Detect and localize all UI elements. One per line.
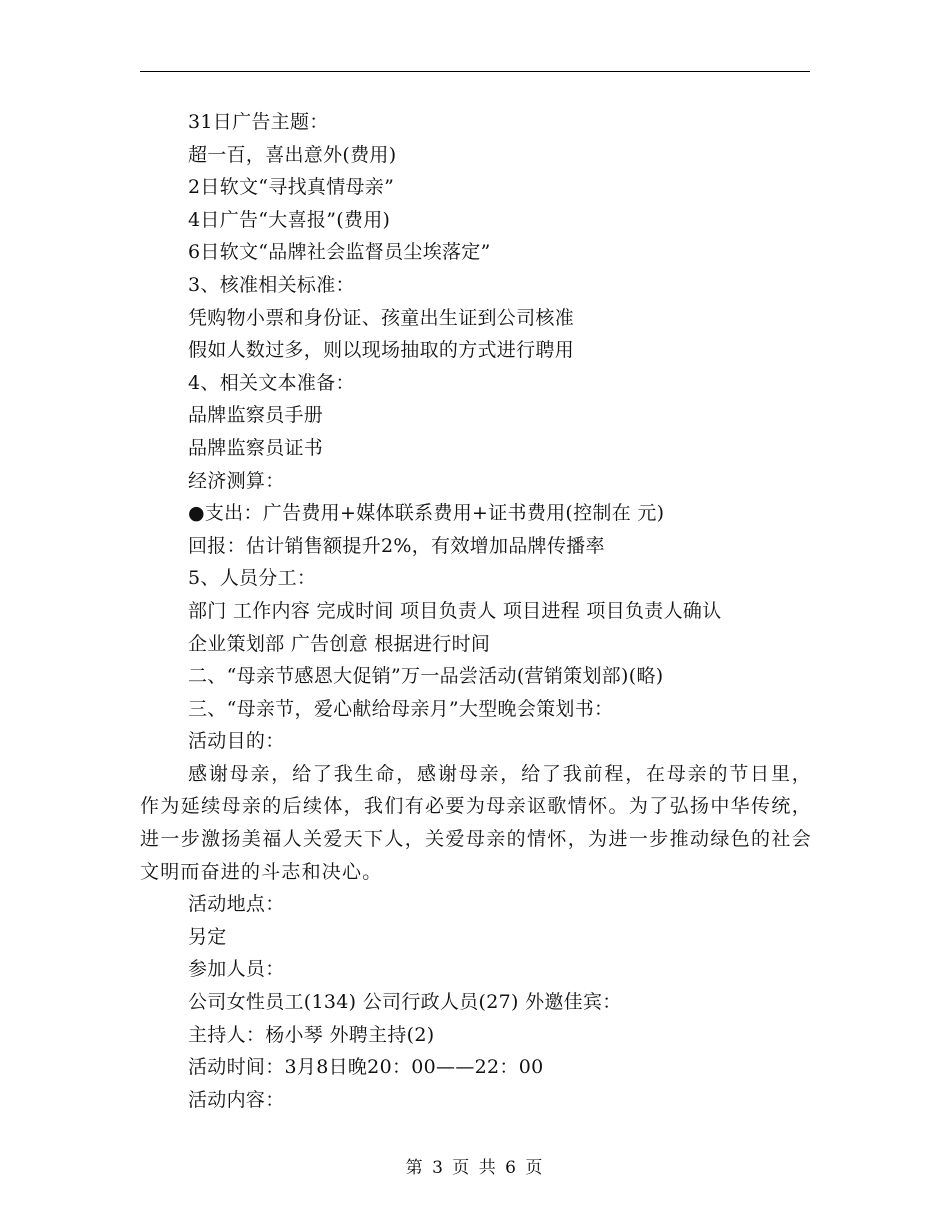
text-line: 活动目的： [188,730,285,753]
text-line: 2日软文“寻找真情母亲” [188,176,395,199]
text-line: 另定 [188,925,227,948]
bullet-line: ●支出：广告费用+媒体联系费用+证书费用(控制在 元) [188,502,665,525]
text-line: 活动地点： [188,893,285,916]
section-heading: 5、人员分工： [188,567,317,590]
text-line: 品牌监察员证书 [188,436,324,459]
purpose-paragraph: 感谢母亲，给了我生命，感谢母亲，给了我前程，在母亲的节日里，作为延续母亲的后续体，我们有必要为母亲讴歌情怀。为了弘扬中华传统，进一步激扬美福人关爱天下人，关爱母亲的情怀，为进一步推动绿色的社会文明而奋进的斗志和决心。 [140,762,812,883]
text-line: 6日软文“品牌社会监督员尘埃落定” [188,241,491,264]
document-body [140,106,812,1116]
section-heading: 三、“母亲节，爱心献给母亲月”大型晚会策划书： [188,697,614,720]
text-line: 公司女性员工(134) 公司行政人员(27) 外邀佳宾： [188,991,622,1014]
table-header-line: 部门 工作内容 完成时间 项目负责人 项目进程 项目负责人确认 [188,599,722,622]
section-heading: 3、核准相关标准： [188,273,355,296]
text-line: 超一百，喜出意外(费用) [188,143,397,166]
text-line: 活动内容： [188,1088,285,1111]
page-footer: 第 3 页 共 6 页 [405,1158,545,1178]
section-heading: 4、相关文本准备： [188,371,355,394]
text-line: 4日广告“大喜报”(费用) [188,208,391,231]
section-heading: 二、“母亲节感恩大促销”万一品尝活动(营销策划部)(略) [188,665,664,688]
header-rule [140,71,810,72]
text-line: 品牌监察员手册 [188,404,324,427]
table-row-line: 企业策划部 广告创意 根据进行时间 [188,632,491,655]
text-line: 参加人员： [188,958,285,981]
text-line: 经济测算： [188,469,285,492]
text-line: 回报：估计销售额提升2%，有效增加品牌传播率 [188,534,605,557]
text-line: 活动时间：3月8日晚20：00——22：00 [188,1056,544,1079]
text-line: 假如人数过多，则以现场抽取的方式进行聘用 [188,339,575,362]
text-line: 凭购物小票和身份证、孩童出生证到公司核准 [188,306,575,329]
text-line: 31日广告主题： [188,111,329,133]
text-line: 主持人：杨小琴 外聘主持(2) [188,1023,435,1046]
